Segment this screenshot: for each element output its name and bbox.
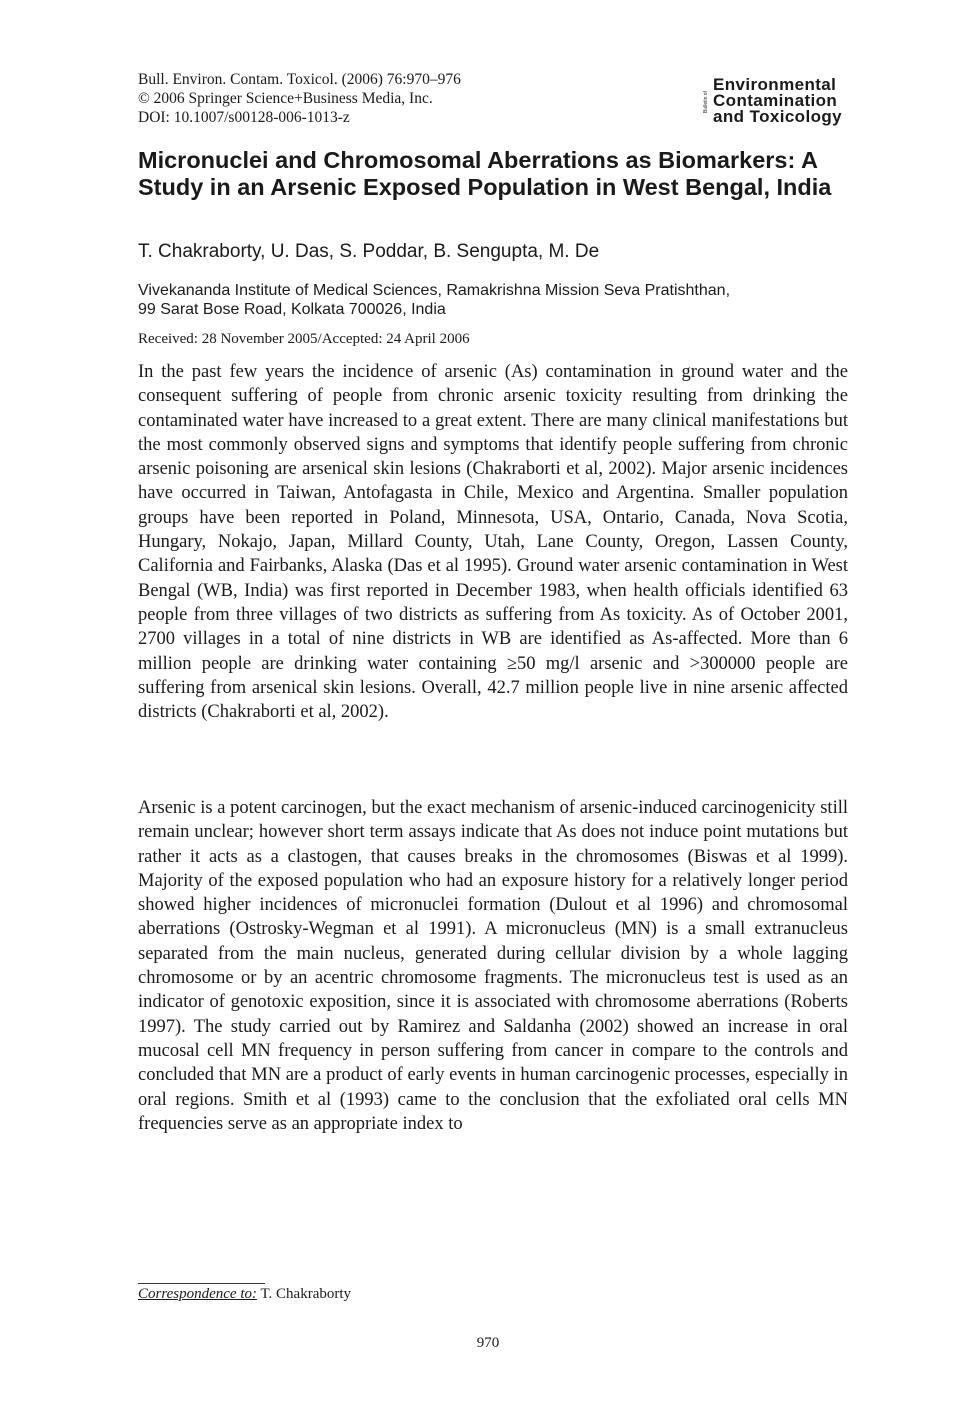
copyright-line: © 2006 Springer Science+Business Media, Inc. (138, 90, 433, 107)
article-title: Micronuclei and Chromosomal Aberrations as Biomarkers: A Study in an Arsenic Exposed Population in West Bengal, India (138, 147, 832, 200)
affiliation-line: 99 Sarat Bose Road, Kolkata 700026, India (138, 301, 446, 318)
affiliation-line: Vivekananda Institute of Medical Sciences, Ramakrishna Mission Seva Pratishthan, (138, 282, 731, 299)
journal-logo-side-text: Bulletin of (703, 91, 709, 113)
citation-line: Bull. Environ. Contam. Toxicol. (2006) 76:970–976 (138, 71, 461, 88)
correspondence-footnote (138, 1285, 351, 1303)
page-number: 970 (476, 1335, 500, 1351)
correspondence-label: Correspondence to: (138, 1286, 258, 1302)
citation-block (138, 70, 461, 127)
body-paragraph: Arsenic is a potent carcinogen, but the exact mechanism of arsenic-induced carcinogenicity still remain unclear; however short term assays indicate that As does not induce point mutations but rather it acts as a clastogen, that causes breaks in the chromosomes (Biswas et al 1999). Majority of the exposed population who had an exposure history for a relatively longer period showed higher incidences of micronuclei formation (Dulout et al 1996) and chromosomal aberrations (Ostrosky-Wegman et al 1991). A micronucleus (MN) is a small extranucleus separated from the main nucleus, generated during cellular division by a whole lagging chromosome or by an acentric chromosome fragments. The micronucleus test is used as an indicator of genotoxic exposition, since it is associated with chromosome aberrations (Roberts 1997). The study carried out by Ramirez and Saldanha (2002) showed an increase in oral mucosal cell MN frequency in person suffering from cancer in compare to the controls and concluded that MN are a product of early events in human carcinogenic processes, especially in oral regions. Smith et al (1993) came to the conclusion that the exfoliated oral cells MN frequencies serve as an appropriate index to (138, 798, 848, 1134)
journal-logo (703, 77, 868, 127)
received-dates: Received: 28 November 2005/Accepted: 24 April 2006 (138, 331, 470, 347)
author-list: T. Chakraborty, U. Das, S. Poddar, B. Sengupta, M. De (138, 241, 600, 262)
body-paragraph: In the past few years the incidence of arsenic (As) contamination in ground water and the consequent suffering of people from chronic arsenic toxicity resulting from drinking the contaminated water have increased to a great extent. There are many clinical manifestations but the most commonly observed signs and symptoms that identify people suffering from chronic arsenic poisoning are arsenical skin lesions (Chakraborti et al, 2002). Major arsenic incidences have occurred in Taiwan, Antofagasta in Chile, Mexico and Argentina. Smaller population groups have been reported in Poland, Minnesota, USA, Ontario, Canada, Nova Scotia, Hungary, Nokajo, Japan, Millard County, Utah, Lane County, Oregon, Lassen County, California and Fairbanks, Alaska (Das et al 1995). Ground water arsenic contamination in West Bengal (WB, India) was first reported in December 1983, when health officials identified 63 people from three villages of two districts as suffering from As toxicity. As of October 2001, 2700 villages in a total of nine districts in WB are identified as As-affected. More than 6 million people are drinking water containing ≥50 mg/l arsenic and >300000 people are suffering from arsenical skin lesions. Overall, 42.7 million people live in nine arsenic affected districts (Chakraborti et al, 2002). (138, 362, 848, 723)
journal-logo-line: Contamination (713, 91, 838, 110)
journal-logo-line: and Toxicology (713, 107, 843, 126)
correspondence-name: T. Chakraborty (260, 1286, 352, 1302)
affiliation (138, 281, 878, 319)
footnote-divider (138, 1283, 265, 1284)
doi-line: DOI: 10.1007/s00128-006-1013-z (138, 109, 350, 126)
journal-logo-line: Environmental (713, 75, 837, 94)
